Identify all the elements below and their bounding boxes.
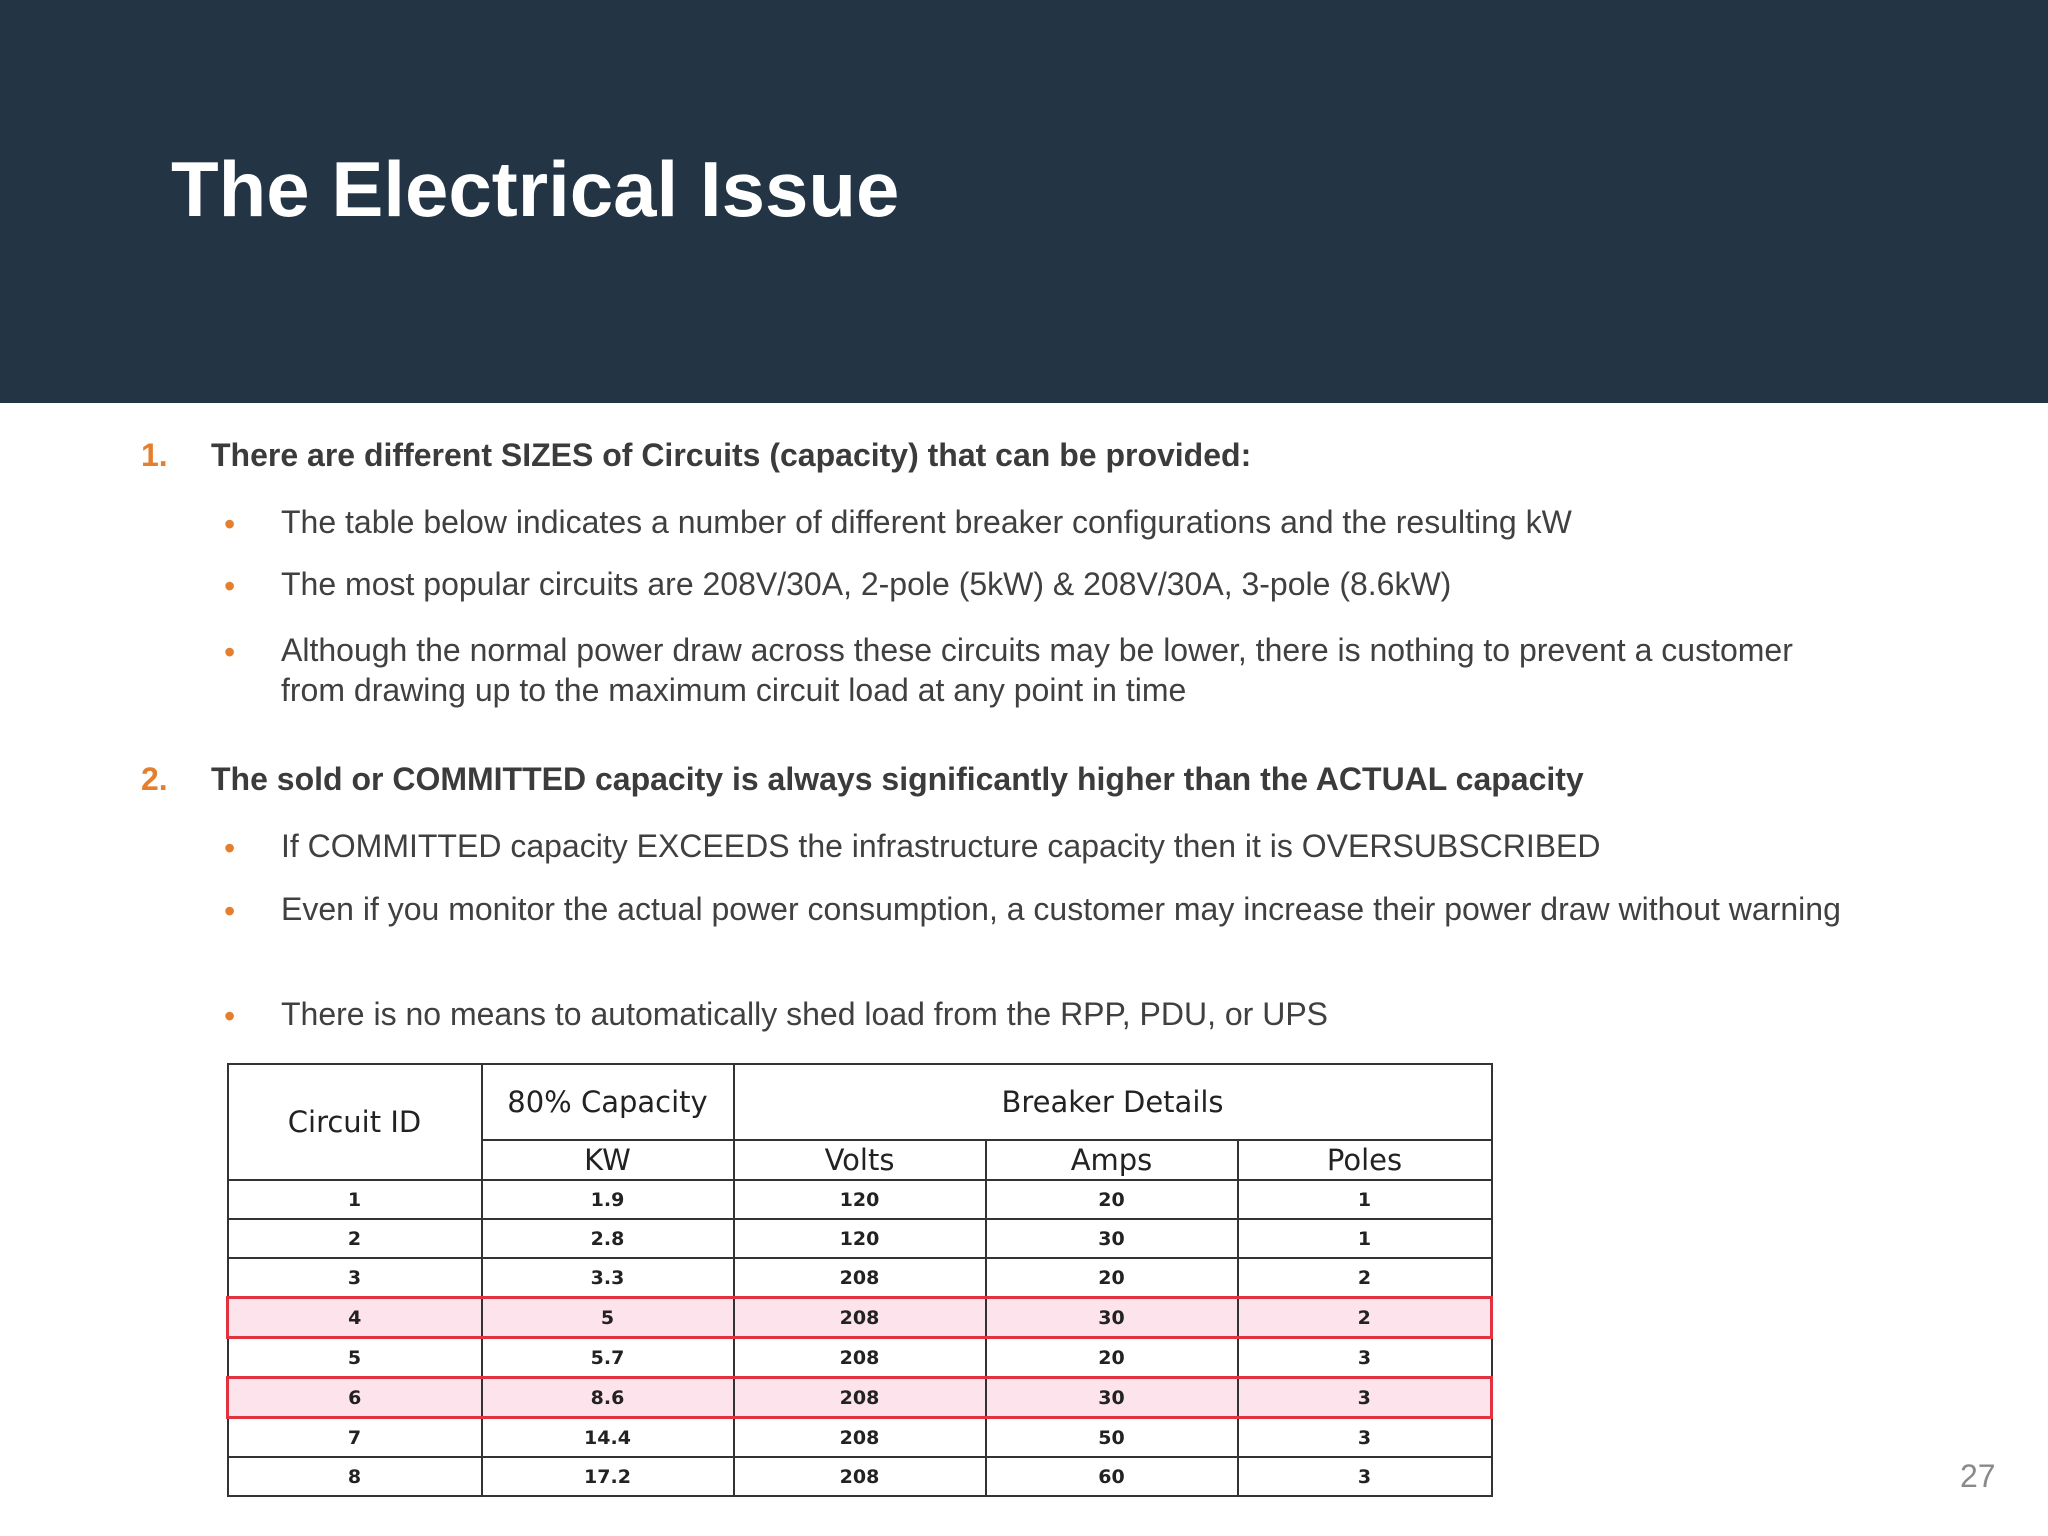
- section-number: 2.: [141, 761, 168, 797]
- cell-poles: 1: [1238, 1180, 1492, 1219]
- cell-amps: 30: [986, 1298, 1238, 1338]
- table-row-highlighted: [228, 1378, 1492, 1418]
- header-amps: Amps: [986, 1140, 1238, 1180]
- cell-amps: 20: [986, 1338, 1238, 1378]
- bullet-icon: •: [224, 830, 236, 866]
- cell-poles: 2: [1238, 1298, 1492, 1338]
- cell-volts: 120: [734, 1219, 986, 1258]
- header-circuit-id: Circuit ID: [228, 1064, 482, 1180]
- cell-kw: 17.2: [482, 1457, 734, 1496]
- table-row-highlighted: [228, 1298, 1492, 1338]
- header-breaker-details: Breaker Details: [734, 1064, 1492, 1140]
- table-row: [228, 1219, 1492, 1258]
- table-row: [228, 1338, 1492, 1378]
- cell-volts: 208: [734, 1418, 986, 1458]
- cell-volts: 120: [734, 1180, 986, 1219]
- bullet-icon: •: [224, 893, 236, 929]
- page-number: 27: [1960, 1458, 1996, 1494]
- cell-circuit-id: 8: [228, 1457, 482, 1496]
- cell-amps: 20: [986, 1258, 1238, 1298]
- cell-volts: 208: [734, 1457, 986, 1496]
- cell-circuit-id: 6: [228, 1378, 482, 1418]
- cell-volts: 208: [734, 1338, 986, 1378]
- breaker-table: [226, 1063, 1493, 1497]
- cell-circuit-id: 3: [228, 1258, 482, 1298]
- table-row: [228, 1457, 1492, 1496]
- cell-kw: 8.6: [482, 1378, 734, 1418]
- table-row: [228, 1258, 1492, 1298]
- bullet-text: There is no means to automatically shed load from the RPP, PDU, or UPS: [281, 996, 1328, 1032]
- cell-poles: 2: [1238, 1258, 1492, 1298]
- cell-circuit-id: 5: [228, 1338, 482, 1378]
- cell-amps: 50: [986, 1418, 1238, 1458]
- cell-circuit-id: 1: [228, 1180, 482, 1219]
- header-capacity: 80% Capacity: [482, 1064, 734, 1140]
- cell-kw: 5: [482, 1298, 734, 1338]
- cell-amps: 60: [986, 1457, 1238, 1496]
- cell-kw: 14.4: [482, 1418, 734, 1458]
- bullet-text: If COMMITTED capacity EXCEEDS the infrastructure capacity then it is OVERSUBSCRIBED: [281, 828, 1601, 864]
- cell-poles: 3: [1238, 1457, 1492, 1496]
- cell-poles: 1: [1238, 1219, 1492, 1258]
- cell-volts: 208: [734, 1298, 986, 1338]
- section-heading: The sold or COMMITTED capacity is always significantly higher than the ACTUAL capacity: [211, 761, 1584, 797]
- cell-circuit-id: 2: [228, 1219, 482, 1258]
- cell-volts: 208: [734, 1258, 986, 1298]
- bullet-icon: •: [224, 568, 236, 604]
- cell-circuit-id: 7: [228, 1418, 482, 1458]
- section-number: 1.: [141, 437, 168, 473]
- bullet-text: Even if you monitor the actual power consumption, a customer may increase their power draw without warning: [281, 891, 1841, 927]
- cell-poles: 3: [1238, 1418, 1492, 1458]
- table-row: [228, 1418, 1492, 1458]
- cell-kw: 5.7: [482, 1338, 734, 1378]
- cell-amps: 30: [986, 1219, 1238, 1258]
- header-poles: Poles: [1238, 1140, 1492, 1180]
- cell-kw: 3.3: [482, 1258, 734, 1298]
- bullet-icon: •: [224, 506, 236, 542]
- bullet-icon: •: [224, 634, 236, 670]
- bullet-text: The table below indicates a number of different breaker configurations and the resulting kW: [281, 504, 1572, 540]
- bullet-text: Although the normal power draw across these circuits may be lower, there is nothing to prevent a customer from drawing up to the maximum circuit load at any point in time: [281, 632, 1793, 708]
- slide-title: The Electrical Issue: [171, 145, 900, 233]
- cell-amps: 20: [986, 1180, 1238, 1219]
- cell-volts: 208: [734, 1378, 986, 1418]
- cell-poles: 3: [1238, 1378, 1492, 1418]
- cell-poles: 3: [1238, 1338, 1492, 1378]
- section-heading: There are different SIZES of Circuits (capacity) that can be provided:: [211, 437, 1252, 473]
- table-row: [228, 1180, 1492, 1219]
- cell-kw: 1.9: [482, 1180, 734, 1219]
- bullet-icon: •: [224, 998, 236, 1034]
- bullet-text: The most popular circuits are 208V/30A, 2-pole (5kW) & 208V/30A, 3-pole (8.6kW): [281, 566, 1452, 602]
- header-kw: KW: [482, 1140, 734, 1180]
- cell-circuit-id: 4: [228, 1298, 482, 1338]
- cell-amps: 30: [986, 1378, 1238, 1418]
- cell-kw: 2.8: [482, 1219, 734, 1258]
- header-volts: Volts: [734, 1140, 986, 1180]
